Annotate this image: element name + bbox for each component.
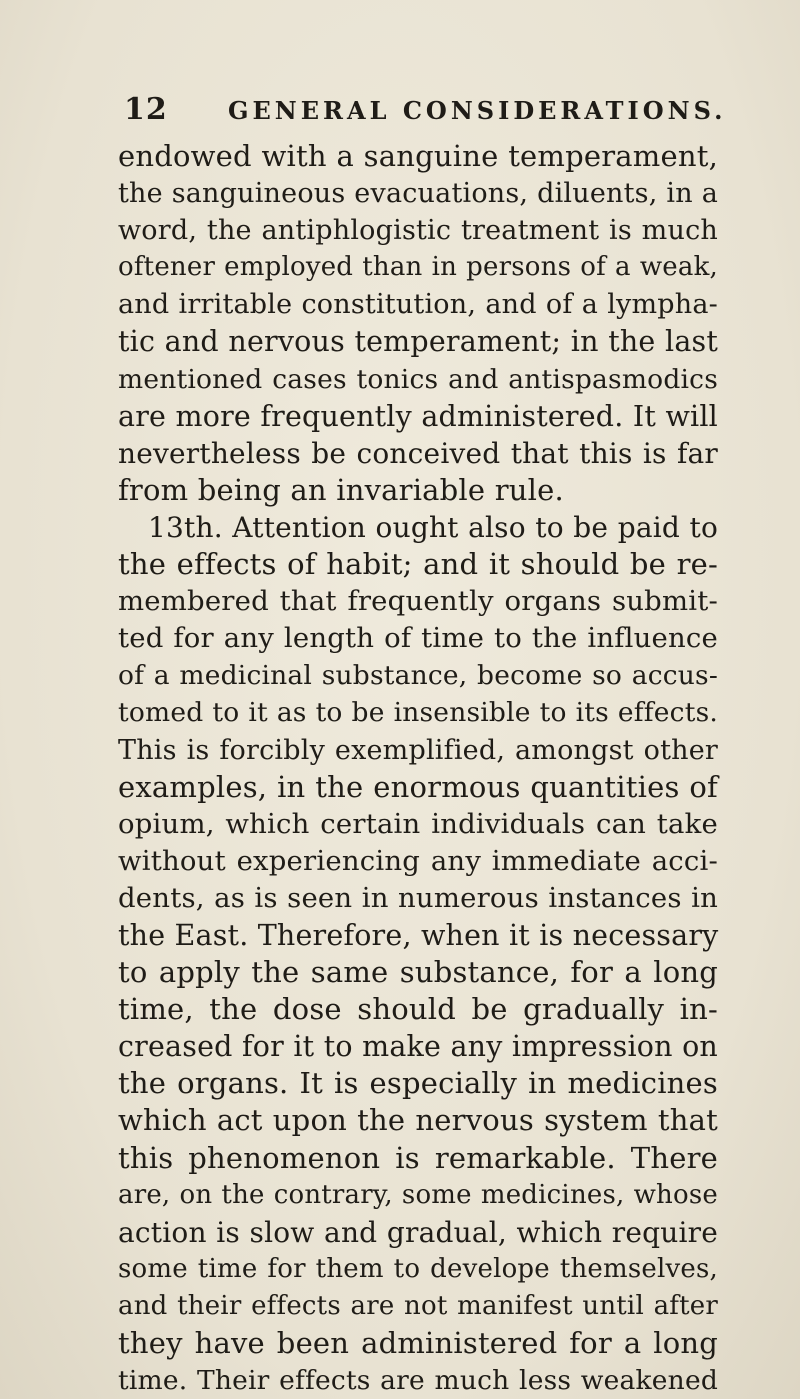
body-text [118, 138, 718, 1399]
text-line: time, the dose should be gradually in- [118, 992, 718, 1027]
text-line: from being an invariable rule. [118, 472, 564, 507]
text-line: action is slow and gradual, which require [118, 1215, 718, 1249]
text-line: and their effects are not manifest until after [118, 1290, 718, 1321]
text-line: examples, in the enormous quantities of [118, 769, 718, 804]
text-line: are, on the contrary, some medicines, whose [118, 1179, 718, 1210]
text-line: they have been administered for a long [118, 1326, 718, 1360]
text-line: time. Their effects are much less weakened [118, 1365, 718, 1397]
text-line: which act upon the nervous system that [118, 1103, 718, 1138]
text-line: the sanguineous evacuations, diluents, in a [118, 178, 718, 210]
text-line: This is forcibly exemplified, amongst other [118, 734, 718, 766]
text-line: and irritable constitution, and of a lympha- [118, 289, 718, 321]
text-line: without experiencing any immediate acci- [118, 844, 718, 877]
page-number: 12 [124, 92, 168, 127]
text-line: creased for it to make any impression on [118, 1030, 718, 1064]
text-line: ted for any length of time to the influence [118, 622, 718, 655]
text-line: membered that frequently organs submit- [118, 585, 718, 618]
text-line: nevertheless be conceived that this is far [118, 436, 718, 470]
text-line: endowed with a sanguine temperament, [118, 139, 718, 173]
text-line: dents, as is seen in numerous instances in [118, 881, 718, 914]
text-line: to apply the same substance, for a long [118, 955, 718, 990]
text-line: mentioned cases tonics and antispasmodics [118, 363, 718, 395]
text-line: the East. Therefore, when it is necessary [118, 918, 719, 952]
text-line: the organs. It is especially in medicines [118, 1066, 718, 1101]
text-line: oftener employed than in persons of a weak, [118, 252, 718, 283]
page-header [124, 92, 727, 132]
running-head: GENERAL CONSIDERATIONS. [228, 96, 727, 125]
text-line: some time for them to develope themselves, [118, 1253, 718, 1284]
text-line: the effects of habit; and it should be re- [118, 547, 718, 582]
text-line: word, the antiphlogistic treatment is much [118, 215, 718, 247]
text-line: tic and nervous temperament; in the last [118, 325, 718, 359]
text-line: this phenomenon is remarkable. There [118, 1140, 718, 1175]
text-line: of a medicinal substance, become so accus- [118, 660, 718, 692]
text-line: opium, which certain individuals can take [118, 807, 718, 840]
text-line: are more frequently administered. It will [118, 399, 718, 433]
text-line: 13th. Attention ought also to be paid to [148, 510, 718, 544]
text-line: tomed to it as to be insensible to its effects. [118, 697, 718, 729]
